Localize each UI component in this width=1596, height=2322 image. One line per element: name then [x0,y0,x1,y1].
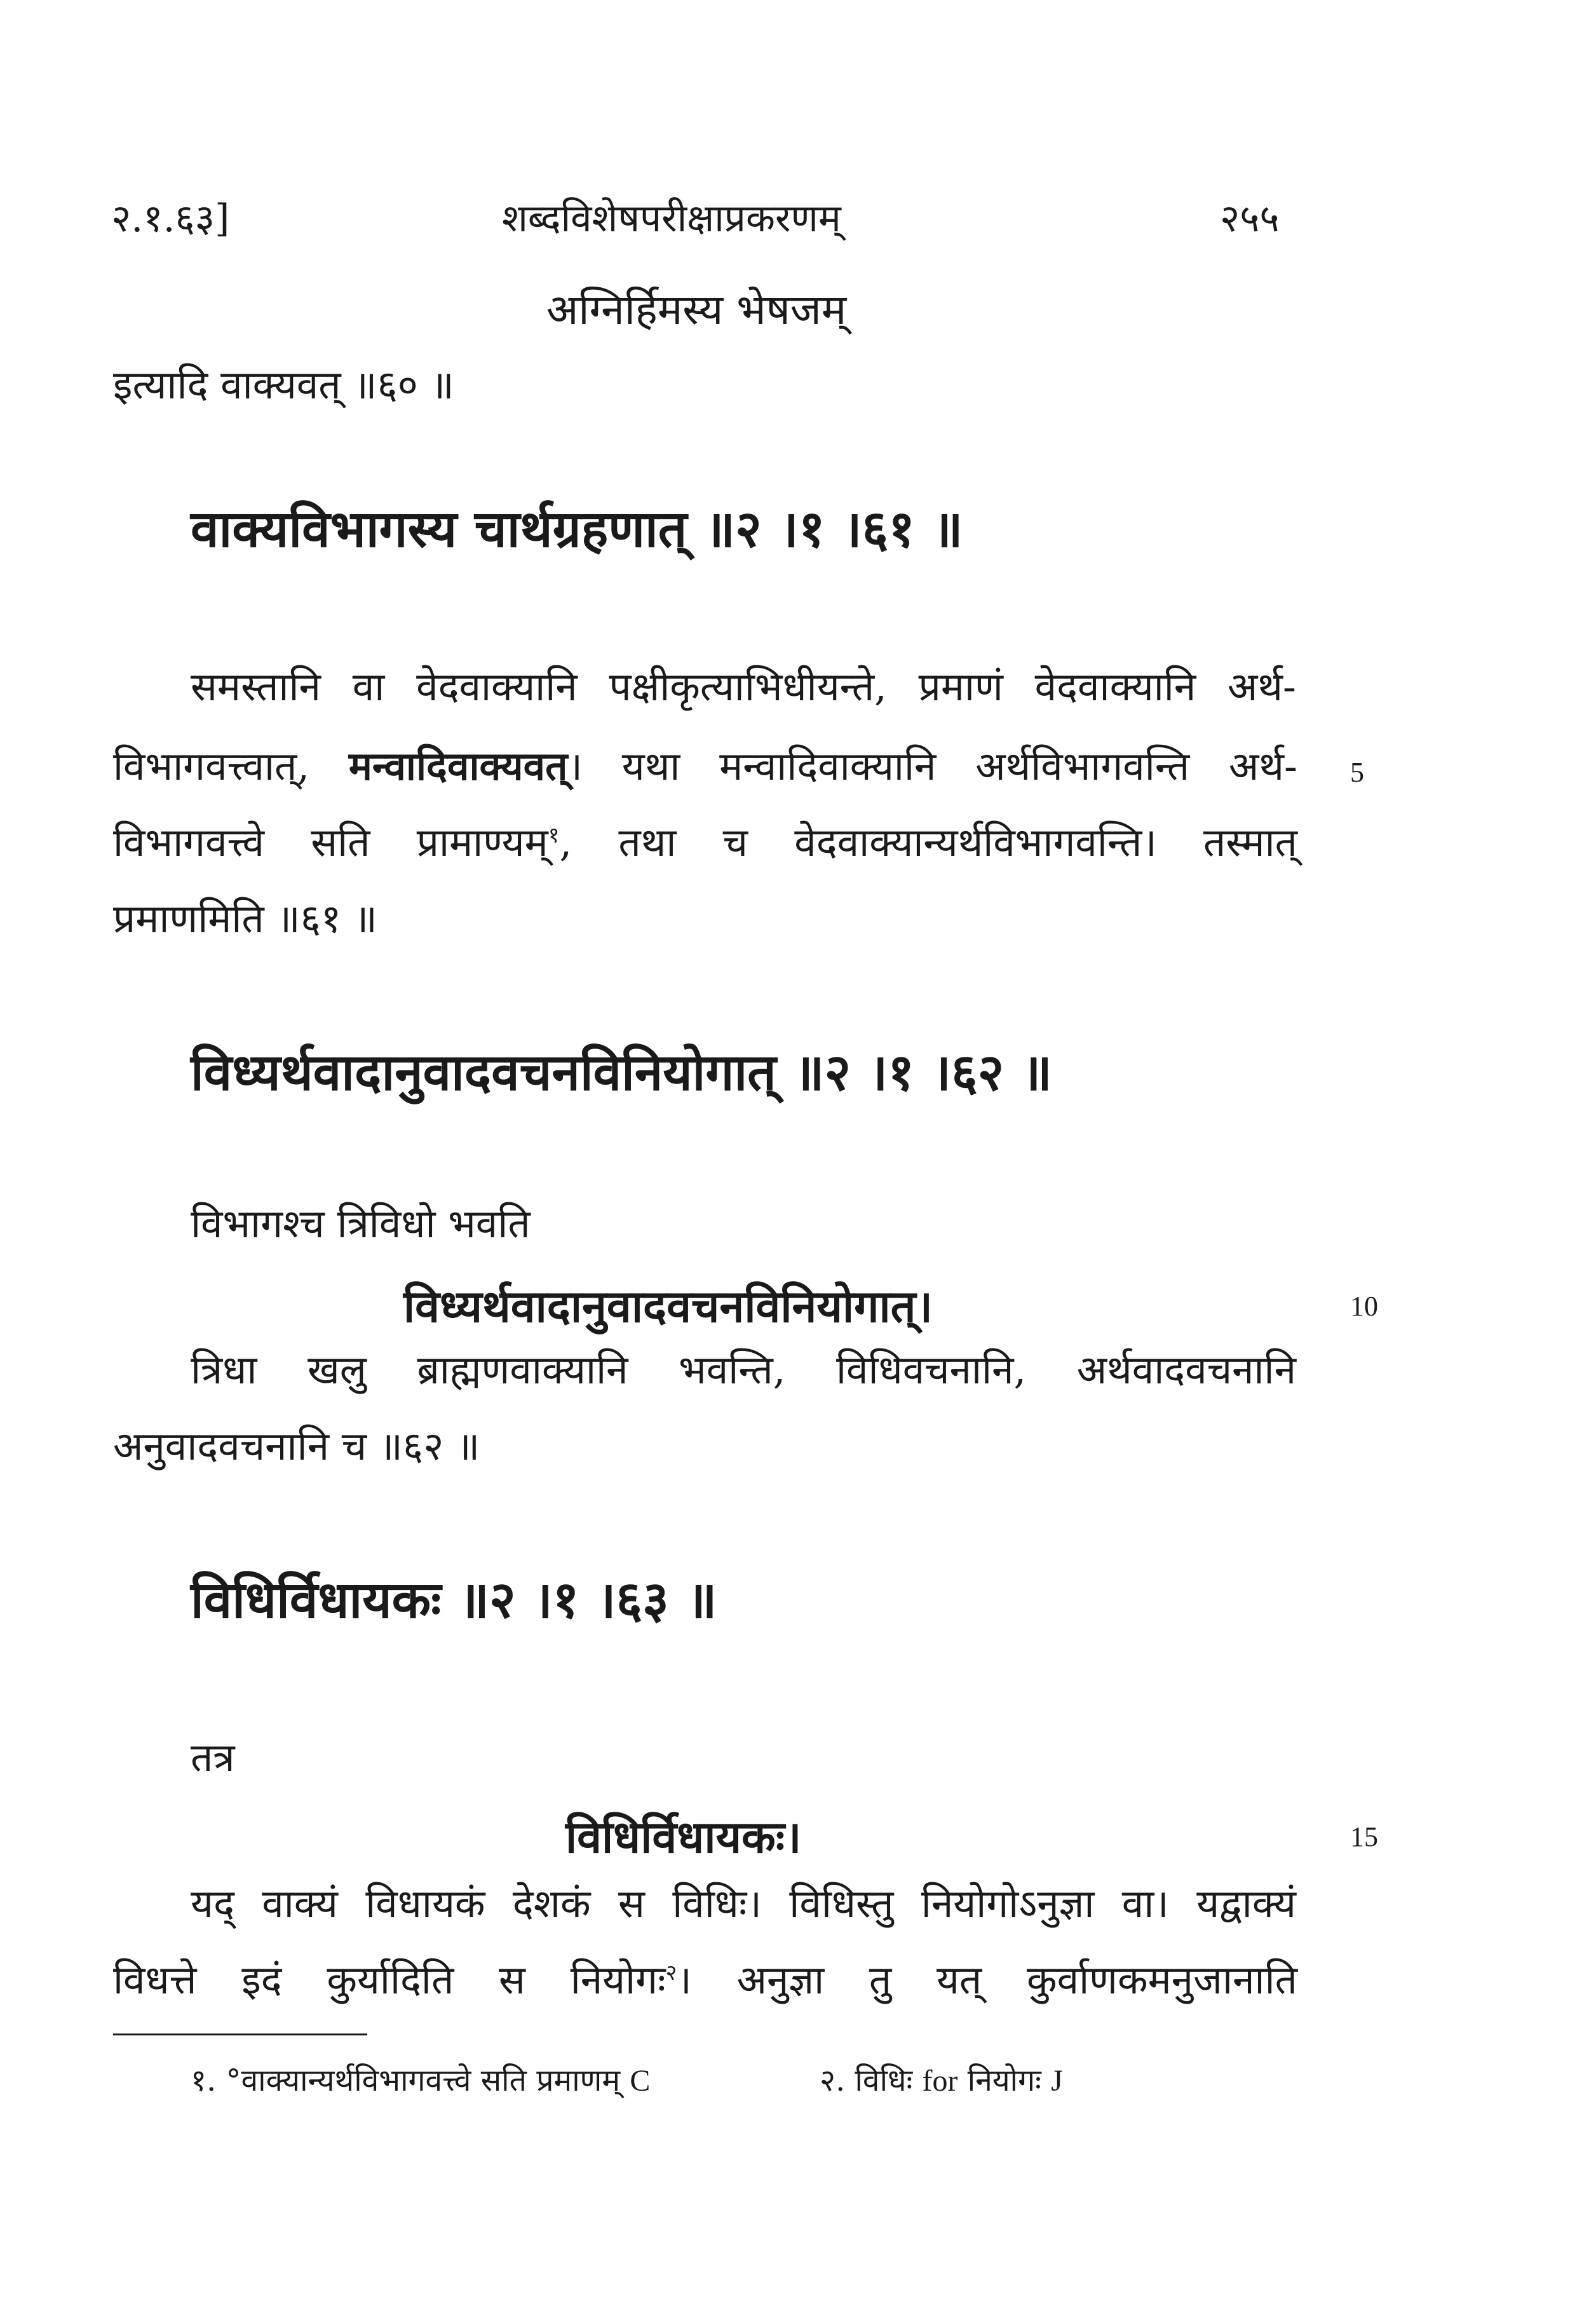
p62-centered-sutra: विध्यर्थवादानुवादवचनविनियोगात्। [403,1280,933,1333]
p63-line-1: यद् वाक्यं विधायकं देशकं स विधिः। विधिस्तु नियोगोऽनुज्ञा वा। यद्वाक्यं [191,1880,1296,1927]
p63-intro: तत्र [191,1734,235,1781]
manvadi-bold: मन्वादिवाक्यवत् [348,743,568,789]
p61-line-1: समस्तानि वा वेदवाक्यानि पक्षीकृत्याभिधीयन्ते, प्रमाणं वेदवाक्यानि अर्थ- [191,663,1296,710]
footnote-ref-2: २ [665,1960,677,1986]
header-title: शब्दविशेषपरीक्षाप्रकरणम् [502,196,841,241]
header-section-number: २.१.६३] [111,196,230,241]
footnote-rule [113,2033,367,2035]
footnote-1: १. °वाक्यान्यर्थविभागवत्त्वे सति प्रमाणम् C [191,2063,651,2098]
line-number-5: 5 [1350,757,1364,788]
quoted-verse: अग्निर्हिमस्य भेषजम् [546,285,847,334]
p61-line-3: विभागवत्त्वे सति प्रामाण्यम्$^१$, तथा च वेदवाक्यान्यर्थविभागवन्ति। तस्मात् [113,819,1297,866]
sutra-62: विध्यर्थवादानुवादवचनविनियोगात् ॥२ ।१ ।६२ ॥ [191,1042,1053,1102]
p63-line-2: विधत्ते इदं कुर्यादिति स नियोगः$^२$। अनुज्ञा तु यत् कुर्वाणकमनुजानाति [113,1957,1297,2003]
p62-intro: विभागश्च त्रिविधो भवति [191,1200,531,1247]
footnote-2: २. विधिः for नियोगः J [820,2063,1063,2098]
p63-centered-sutra: विधिर्विधायकः। [565,1810,802,1863]
header-page-number: २५५ [1220,196,1280,241]
line-number-10: 10 [1350,1291,1378,1322]
p62-line-2: अनुवादवचनानि च ॥६२ ॥ [113,1423,480,1469]
p62-line-1: त्रिधा खलु ब्राह्मणवाक्यानि भवन्ति, विधिवचनानि, अर्थवादवचनानि [191,1347,1296,1393]
line-number-15: 15 [1350,1821,1378,1852]
footnote-ref-1: १ [548,822,560,848]
sutra-63: विधिर्विधायकः ॥२ ।१ ।६३ ॥ [191,1570,717,1629]
sutra-61: वाक्यविभागस्य चार्थग्रहणात् ॥२ ।१ ।६१ ॥ [191,499,963,559]
iti-line: इत्यादि वाक्यवत् ॥६० ॥ [113,362,454,408]
p61-line-4: प्रमाणमिति ॥६१ ॥ [113,895,377,942]
p61-line-2: विभागवत्त्वात्, मन्वादिवाक्यवत्। यथा मन्वादिवाक्यानि अर्थविभागवन्ति अर्थ- [113,743,1297,789]
